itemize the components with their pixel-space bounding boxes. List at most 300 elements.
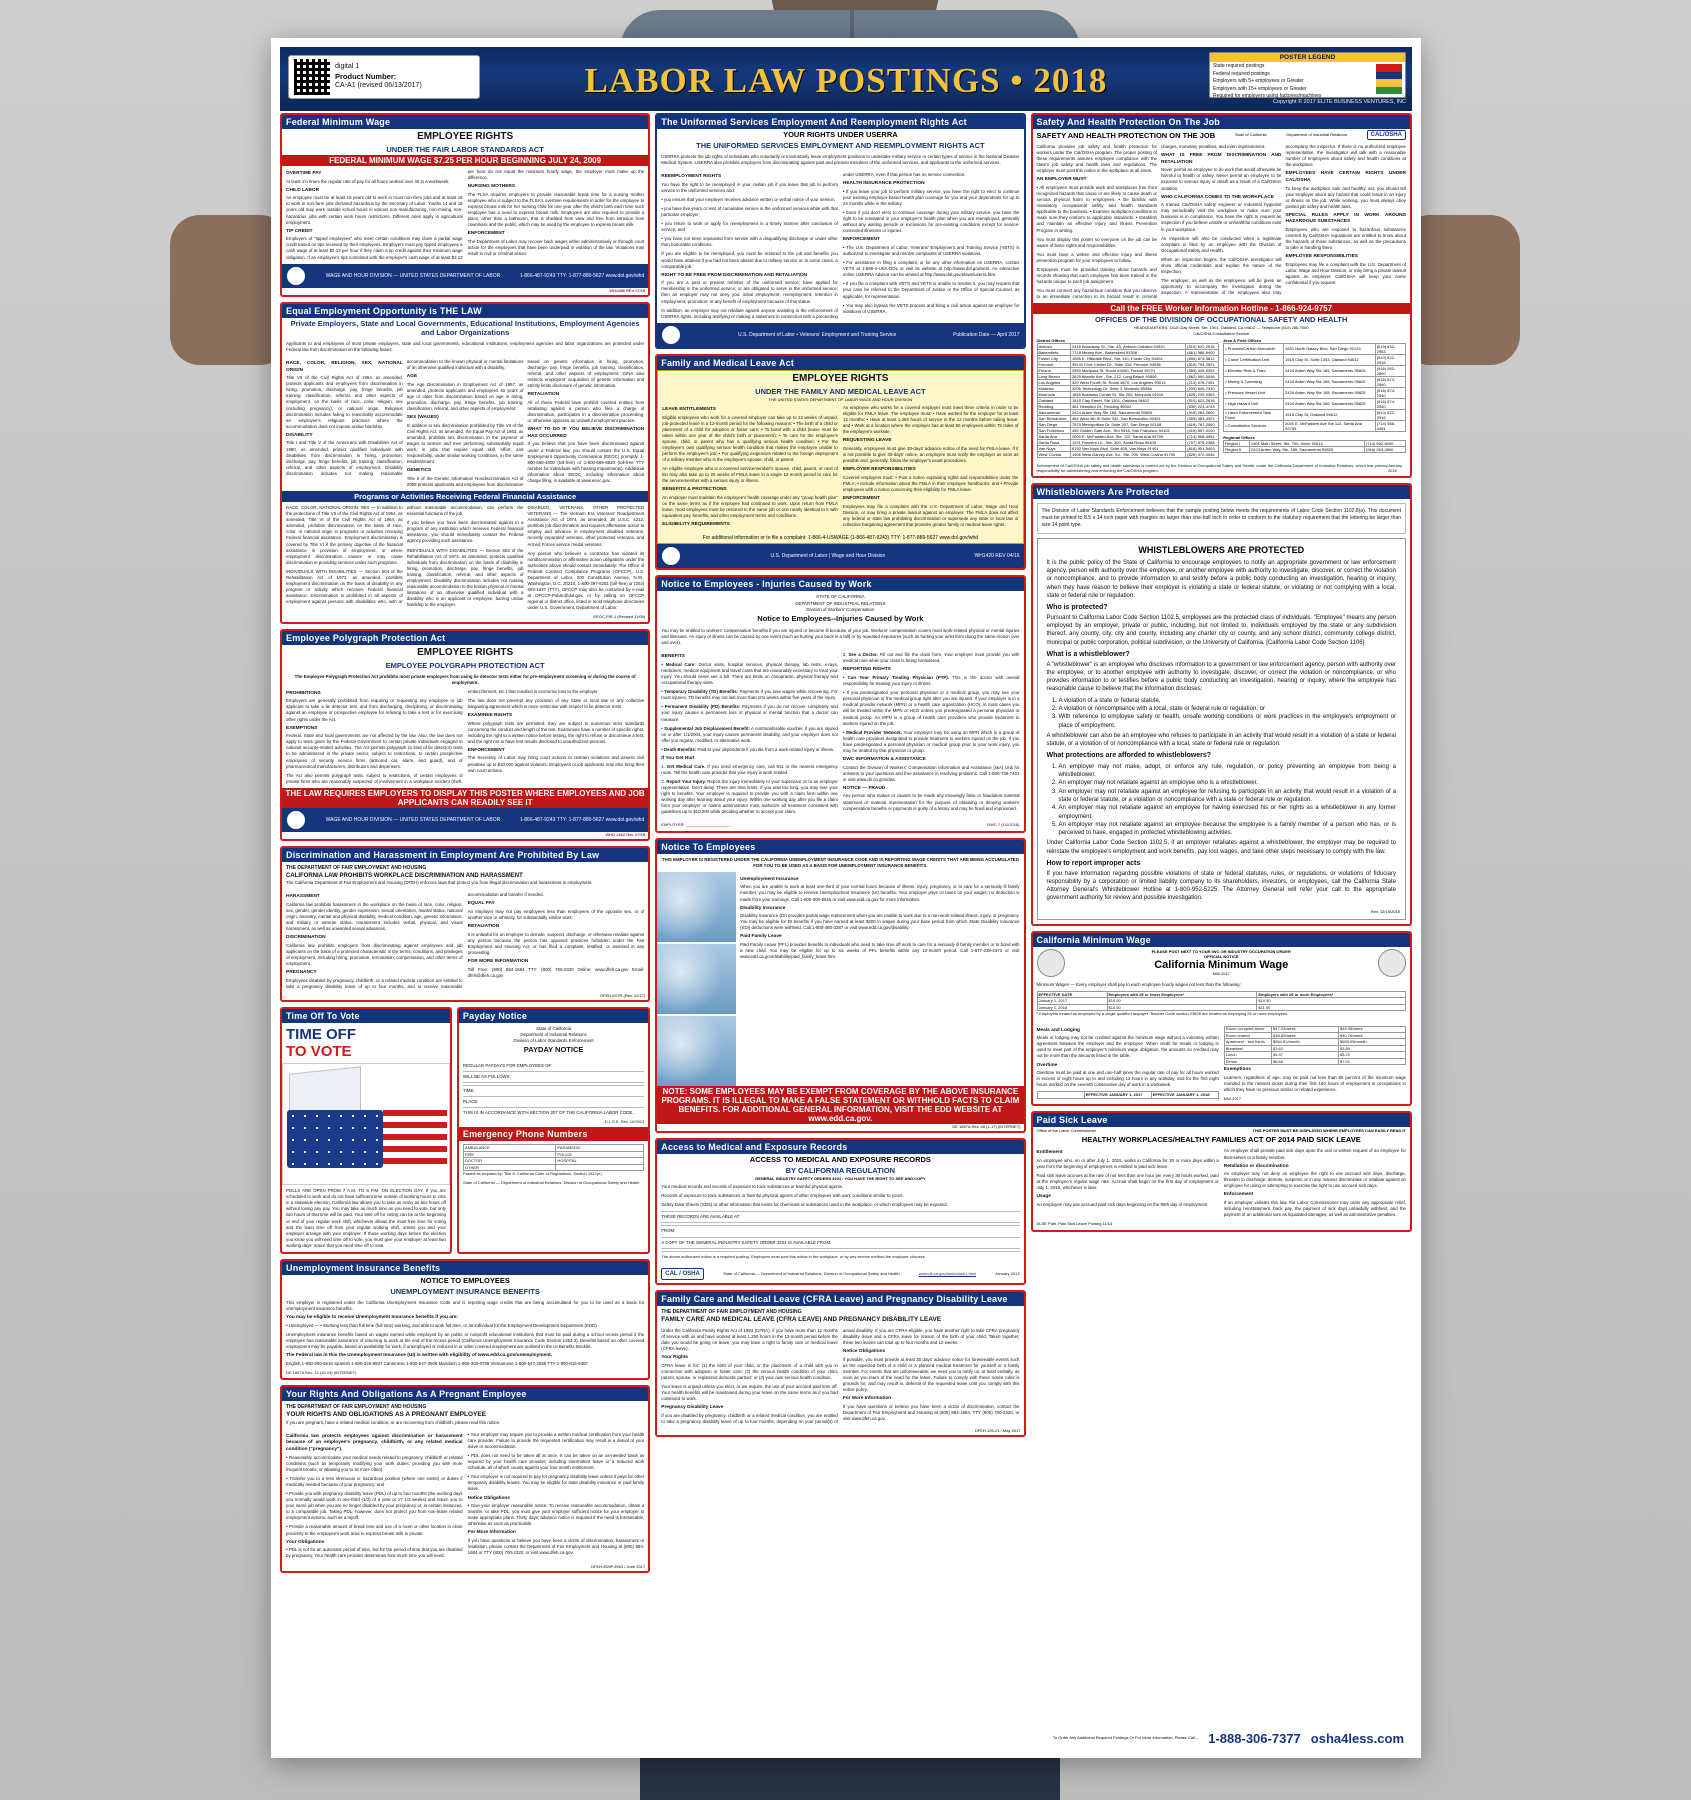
card-subtitle: UNDER THE FAMILY AND MEDICAL LEAVE ACT: [755, 386, 926, 396]
minimum-wage-table: [1037, 991, 1406, 1012]
table-cell: [556, 1164, 644, 1171]
section-heading: Pregnancy Disability Leave: [661, 1405, 724, 1411]
table-cell: Antioch: [1037, 343, 1070, 349]
offices-title: OFFICES OF THE DIVISION OF OCCUPATIONAL SAFETY AND HEALTH: [1095, 315, 1348, 325]
table-cell: San Francisco: [1037, 427, 1070, 433]
table-cell: 2000 E. McFadden Ave, Ste. 112, Santa Ana 92705: [1070, 433, 1185, 439]
card-title: NOTICE TO EMPLOYEES: [420, 1275, 510, 1285]
state-name: State of California: [536, 1026, 572, 1032]
dol-seal-icon: [286, 810, 306, 830]
section-heading: What protections are afforded to whistleblowers?: [1046, 752, 1212, 760]
table-cell: Redding: [1037, 403, 1070, 409]
userra-agency: U.S. Department of Labor • Veterans' Employment and Training Service: [737, 331, 897, 338]
section-text: • you have five years or less of cumulative service in the uniformed services while with that particular employer;: [661, 206, 838, 218]
table-cell: Bakersfield: [1037, 349, 1070, 355]
table-cell: (510) 622-2916: [1375, 354, 1405, 365]
legend-row: State required postings: [1213, 63, 1265, 69]
table-cell: 320 West Fourth St. Room #670, Los Angeles 90013: [1070, 379, 1185, 385]
card-caption: Emergency Phone Numbers: [459, 1127, 648, 1141]
table-cell: 1906 West Garvey Ave. So., Ste. 200, West Covina 91790: [1070, 451, 1185, 457]
dol-contacts: 1-866-487-9243 TTY: 1-877-889-5627 www.dol.gov/whd: [519, 816, 645, 823]
table-cell: Modesto: [1037, 385, 1070, 391]
legend-color-swatches: [1376, 64, 1402, 94]
field-label: REGULAR PAYDAYS FOR EMPLOYEES OF: [462, 1062, 552, 1068]
section-text: If you believe that you have been discriminated against under a Federal law, you should contact the U.S. Equal Employment Opportunity Commission (EEOC) promptly. 1-800-669-4000 (toll-free) or 1-800-669-6820 (toll-free TTY number for individuals with hearing impairments). Additional information about EEOC, including information about charge filing, is available at www.eeoc.gov.: [527, 441, 645, 483]
fmla-footer-bar: [657, 544, 1023, 568]
employer-field: EMPLOYER: ____________________: [661, 822, 731, 828]
section-heading: GENETICS: [406, 468, 432, 474]
table-cell: 2625 Atlantic Ave., Ste. 212, Long Beach 90806: [1070, 373, 1185, 379]
section-text: The Department of Labor may recover back wages either administratively or through court action for the employees that have been underpaid in violation of the law. Violations may result in civil or criminal action.: [467, 238, 645, 256]
section-text: If you have questions or believe you have been a victim of discrimination, harassment or retaliation, please contact the Department of Fair Employment and Housing at (800) 884-1684 or TTY (800) 700-2320, or visit www.dfeh.ca.gov.: [467, 1538, 645, 1556]
table-row: [1037, 1004, 1405, 1011]
table-cell: Santa Rosa: [1037, 439, 1070, 445]
revision-code: WHD 1462 Rev. 07/16: [605, 831, 646, 837]
table-cell: Fresno: [1037, 367, 1070, 373]
table-cell: 2424 Arden Way, Ste. 165, Sacramento 95825: [1249, 447, 1364, 453]
labor-law-poster: [271, 38, 1421, 1758]
table-cell: 2424 Arden Way Ste 165, Sacramento 95825: [1284, 376, 1376, 387]
section-heading: NURSING MOTHERS: [467, 184, 516, 190]
poster-legend: [1209, 52, 1406, 98]
section-text: • Medical Care: Doctor visits, hospital services, physical therapy, lab tests, x-rays, medicines, medical equipment and travel costs that are reasonably necessary to treat your injury. You should never see a bill. There are limits on chiropractic, physical therapy and occupational therapy visits.: [661, 661, 838, 686]
division-name: Division of Workers' Compensation: [806, 606, 875, 612]
table-cell: $40.76/week: [1338, 1032, 1405, 1039]
card-discrimination-harassment: [280, 846, 650, 1002]
section-text: • All employees must provide work and workplaces free from recognized hazards that cause or are likely to cause death or serious physical harm to employees. • Be familiar with mandatory occupational safety and health standards applicable to the business. • Examine workplace conditions to make sure they conform to applicable standards. • Establish and maintain an effective Injury and Illness Prevention Program in writing.: [1036, 185, 1157, 233]
card-caption: Notice to Employees - Injuries Caused by Work: [657, 577, 1023, 591]
section-heading: Unemployment Insurance: [740, 876, 799, 882]
card-intro: USERRA protects the job rights of individuals who voluntarily or involuntarily leave employment positions to undertake military service or certain types of service in the National Disaster Medical System. USERRA also prohibits employers from discriminating against past and present members of the uniformed services, and applicants to the uniformed services.: [661, 154, 1020, 166]
section-text: Unemployment insurance benefits based on wages earned while employed by an public or nonprofit educational institutions that must be paid during a school recess period if the employee has reasonable assurance of returning to work at the end of the recess period (California Unemployment Insurance Code Section 1253.3). Benefits based on other covered employment may be payable, based on availability for work, if unemployed or reduced in or other covered employment are outlined in the UI Benefits Booklet.: [286, 1331, 645, 1349]
card-caption: Employee Polygraph Protection Act: [282, 631, 648, 645]
section-heading: Overtime: [1036, 1062, 1058, 1068]
section-heading: WHAT IS FREE FROM DISCRIMINATION AND RETALIATION: [1160, 153, 1282, 165]
table-cell: 7575 Metropolitan Dr. Suite 207, San Diego 92108: [1070, 421, 1185, 427]
state-seal-icon: [1037, 949, 1065, 977]
section-heading: REPORTING RIGHTS: [842, 667, 891, 673]
table-cell: (909) 383-4321: [1186, 415, 1219, 421]
section-heading: If You Get Hurt: [661, 755, 695, 761]
card-title: PAYDAY NOTICE: [523, 1045, 584, 1055]
section-text: The law does not preempt any provision of any State or local law or any collective bargaining agreement which is more restrictive with respect to lie detector tests.: [467, 697, 645, 709]
card-caption: Unemployment Insurance Benefits: [282, 1261, 648, 1275]
card-intro: This employer is registered under the California Unemployment Insurance Code and is reporting wage credits that are being accumulated for you to be used as a basis for unemployment insurance benefits.: [286, 1299, 645, 1312]
section-text: The employer, as well as the employees, will be given an opportunity to accompany the investigator during the inspection. A representative of the employees also may accompany the inspector. If there is no authorized employee representative, the investigator will talk with a reasonable number of employees about safety and health conditions at the workplace.: [1160, 144, 1406, 296]
section-heading: DISABILITY: [286, 432, 313, 438]
legend-title: POSTER LEGEND: [1210, 53, 1405, 62]
section-text: Where polygraph tests are permitted, they are subject to numerous strict standards concerning the conduct and length of the test. Examinees have a number of specific rights, including the right to a written notice before testing, the right to refuse or discontinue a test, and the right not to have test results disclosed to unauthorized persons.: [467, 720, 645, 744]
table-cell: Van Nuys: [1037, 445, 1070, 451]
cal-osha-badge: CAL/OSHA: [1367, 130, 1406, 140]
field-label: TIME:: [462, 1087, 475, 1093]
section-text: Learners, regardless of age, may be paid not less than 85 percent of the minimum wage rounded to the nearest nickel during their first 160 hours of employment in occupations in which they have no previous similar or related experience.: [1223, 1074, 1406, 1092]
section-text: A whistleblower can also be an employee who refuses to participate in an activity that would result in a violation of a state or federal statute, or a violation of or noncompliance with a local, state or federal rule or regulation.: [1046, 732, 1396, 748]
legend-row: Employers with 15+ employees or Greater: [1213, 85, 1307, 92]
section-heading: Exemptions: [1223, 1067, 1251, 1073]
section-text: An employee who works for a covered employer must meet three criteria in order to be eligible for FMLA leave. The employee must: • Have worked for the employer for at least 12 months; • Have at least 1,250 hours of service in the 12 months before taking leave; and • Work at a location where the employer has at least 50 employees within 75 miles of the employee's worksite.: [842, 404, 1019, 435]
dept-name: THE DEPARTMENT OF FAIR EMPLOYMENT AND HOUSING: [286, 1403, 427, 1410]
card-caption: Payday Notice: [459, 1009, 648, 1023]
flag-illustration: [282, 1063, 450, 1185]
page-title: LABOR LAW POSTINGS • 2018: [584, 61, 1108, 100]
card-title: CALIFORNIA LAW PROHIBITS WORKPLACE DISCRIMINATION AND HARASSMENT: [286, 872, 523, 879]
vote-body: POLLS ARE OPEN FROM 7 A.M. TO 8 P.M. ON ELECTION DAY. If you are scheduled to work and do not have sufficient time outside of working hours to vote in a statewide election, California law allows you to take as many as two hours off without losing any pay. You may take as much time as you need to vote, but only two hours of that time will be paid. Your time off for voting can be at the beginning or end of your regular work shift, whichever allows the most free time for voting and the least time off from your regular working shift, unless you and your employer arrange with your employer. If those working days before the election you know you will need time off to vote, you must give your employer at least two working days' notice that you need time off to vote.: [286, 1188, 446, 1248]
section-heading: DISCRIMINATION: [286, 935, 326, 941]
card-unemployment-insurance: [280, 1259, 650, 1380]
card-title: EMPLOYEE RIGHTS: [417, 646, 514, 658]
section-text: • If you predesignated your personal physician or a medical group, you may see your personal physician or the medical group right after you are injured. If your employer is in a medical provider network (MPN) or a health care organization (HCO), in most cases you will be treated within the MPN or HCO unless you predesignated a personal physician or medical group. An MPN is a group of health care providers who provide treatment to workers injured on the job.: [842, 690, 1020, 726]
fmla-agency: U.S. Department of Labor | Wage and Hour Division: [770, 553, 886, 560]
table-cell: Room shared: [1224, 1032, 1271, 1039]
section-text: Under California Labor Code Section 1102.5, if an employer retaliates against a whistleblower, the employer may be required to reinstate the employee's employment and work benefits, pay lost wages, and take other steps necessary to comply with the law.: [1046, 840, 1396, 855]
regional-offices-table: [1223, 440, 1406, 453]
section-text: Any person who makes or causes to be made any knowingly false or fraudulent material statement or material representation for the purpose of obtaining or denying workers' compensation benefits or payments is guilty of a felony and may be fined and imprisoned.: [842, 793, 1020, 811]
table-row: [1224, 409, 1406, 420]
table-cell: (707) 576-2388: [1186, 439, 1219, 445]
section-text: When you are unable to work at least one-third of your normal hours because of illness, injury, pregnancy, or to care for a seriously ill family member, you may be eligible to receive Unemployment Insurance (UI) benefits. Your employer pays UI taxes on your wages; no deduction is made from your earnings. Call 1-800-300-5616 or visit www.edd.ca.gov for more information.: [740, 884, 1020, 902]
card-caption: Paid Sick Leave: [1033, 1113, 1410, 1127]
notice-note: NOTE: SOME EMPLOYEES MAY BE EXEMPT FROM COVERAGE BY THE ABOVE INSURANCE PROGRAMS. IT IS ILLEGAL TO MAKE A FALSE STATEMENT OR WITHHOLD FACTS TO CLAIM BENEFITS. FOR ADDITIONAL GENERAL INFORMATION, VISIT THE EDD WEBSITE AT www.edd.ca.gov.: [657, 1086, 1023, 1124]
section-heading: The Federal law in this the Unemployment Insurance (UI) is written with eligibility of www.edd.ca.gov/unemployment.: [286, 1353, 553, 1359]
section-text: If you have questions or believe you have been a victim of discrimination, contact the Department of Fair Employment and Housing at (800) 884-1684, TTY (800) 700-2320, or visit www.dfeh.ca.gov.: [842, 1403, 1020, 1421]
section-text: 2. Report Your Injury. Report the injury immediately to your supervisor or to an employer representative. Don't delay. There are time limits. If you wait too long, you may lose your right to benefits. Your employer is required to provide you with a claim form within one working day after learning about your injury. Within one working day after you file a claim form your employer or claims administrator must authorize all treatment consistent with guidelines up to $10,000 while deciding whether to accept your claim.: [661, 778, 838, 815]
section-text: If possible, you must provide at least 30 days' advance notice for foreseeable events such as the expected birth of a child or a planned medical treatment for yourself or a family member. For events that are unforeseeable, we need you to notify us, at least verbally, as soon as you learn of the need for the leave. Failure to comply with these notice rules is grounds for, and may result in, deferral of the requested leave until you comply with this notice policy.: [842, 1356, 1020, 1393]
qr-caption: digital 1: [335, 62, 360, 70]
card-caption: Access to Medical and Exposure Records: [657, 1140, 1023, 1154]
table-cell: 1845 Business Center Dr, Ste 200, Monrovia 91016: [1070, 391, 1185, 397]
table-cell: Foster City: [1037, 355, 1070, 361]
card-date: January 2016: [1387, 462, 1403, 474]
table-header: District Offices: [1036, 337, 1065, 343]
dol-contacts: 1-866-487-9243 TTY: 1-877-889-5627 www.dol.gov/whd: [519, 272, 645, 279]
list-item: 2. An employer may not retaliate against an employee who is a whistleblower.: [1059, 779, 1396, 787]
table-cell: 455 Golden Gate Ave., Rm 9516, San Francisco 94102: [1070, 427, 1185, 433]
table-cell: (530) 224-4743: [1186, 403, 1219, 409]
table-cell: DOCTOR: [463, 1158, 556, 1165]
district-offices-table: [1037, 343, 1220, 458]
section-text: The Secretary of Labor may bring court actions to restrain violations and assess civil penalties up to $10,000 against violators. Employees or job applicants may also bring their own court actions.: [467, 755, 645, 773]
fmla-contacts: For additional information or to file a complaint: 1-866-4-USWAGE (1-866-487-9243) TTY: 1-877-889-5627 www.dol.gov/whd: [702, 535, 979, 542]
table-cell: OTHER: [463, 1164, 556, 1171]
section-text: • Permanent Disability (PD) Benefits: Payments if you do not recover completely and your injury causes a permanent loss of physical or mental function that a doctor can measure.: [661, 704, 838, 722]
section-text: An eligible employee who is a covered servicemember's spouse, child, parent, or next of kin may also take up to 26 weeks of FMLA leave in a single 12-month period to care for the servicemember with a serious injury or illness.: [662, 466, 838, 484]
section-text: Meals or lodging may not be credited against the minimum wage without a voluntary written agreement between the employer and the employee. When credit for meals or lodging is used to meet part of the employer's minimum wage obligation, the amounts so credited may not be more than the amounts listed in the table.: [1036, 1035, 1219, 1059]
payday-body: THIS IS IN ACCORDANCE WITH SECTION 207 OF THE CALIFORNIA LABOR CODE.: [462, 1110, 634, 1116]
revision-code: DWC 7 (1/1/2016): [987, 822, 1020, 828]
table-cell: • Mining & Tunneling: [1224, 376, 1284, 387]
field-label: A COPY OF THE GENERAL INDUSTRY SAFETY ORDER 3204 IS AVAILABLE FROM:: [661, 1239, 832, 1245]
section-text: California law prohibits harassment in the workplace on the basis of race, color, religion, sex, gender, gender identity, gender expression, sexual orientation, marital status, national origin, ancestry, mental and physical disability, medical condition, age, genetic information, and military or veteran status. Harassment includes verbal, physical, and visual harassment, as well as unwanted sexual advances.: [286, 901, 463, 932]
table-cell: • Consultation Services: [1224, 420, 1284, 431]
section-text: 1. Get Medical Care. If you need emergency care, call 911 or the nearest emergency room. Tell the health care provider that your injury is work related.: [661, 763, 838, 775]
section-heading: PROHIBITIONS: [286, 690, 321, 696]
agency-website[interactable]: www.dir.ca.gov/dosh/dosh1.html: [918, 1271, 976, 1277]
revision-code: WH1420 REV 04/16: [974, 553, 1020, 560]
table-cell: Region II: [1224, 447, 1250, 453]
table-cell: Room occupied alone: [1224, 1026, 1271, 1033]
card-caption: Safety And Health Protection On The Job: [1033, 115, 1410, 129]
table-header: EFFECTIVE DATE: [1037, 991, 1107, 998]
card-title: California Minimum Wage: [1154, 959, 1289, 972]
table-row: [1224, 387, 1406, 398]
section-text: The Act also permits polygraph tests, subject to restrictions, of certain employees of private firms who are reasonably suspected of involvement in a workplace incident (theft, embezzlement, etc.) that resulted in economic loss to the employer.: [286, 688, 599, 784]
section-text: • Give your employer reasonable notice: To receive reasonable accommodation, obtain a transfer, or take PDL, you must give your employer sufficient notice for your employer to make appropriate plans. Thirty days' advance notice is required if the need is foreseeable, otherwise as soon as practicable.: [467, 1503, 645, 1527]
table-row: [1224, 343, 1406, 354]
card-title: EMPLOYEE RIGHTS: [792, 372, 889, 384]
card-safety-health-protection: [1031, 113, 1412, 478]
section-heading: ENFORCEMENT: [467, 231, 505, 237]
section-text: You must display this poster so everyone on the job can be aware of basic rights and responsibilities.: [1036, 236, 1157, 248]
card-intro: Under the California Family Rights Act of 1993 (CFRA), if you have more than 12 months of service with us and have worked at least 1,250 hours in the 12-month period before the date you would be going on leave, you may have a right to family care or medical leave (CFRA leave).: [661, 1327, 838, 1352]
section-heading: OVERTIME PAY: [286, 171, 322, 176]
section-text: If you are a past or present member of the uniformed service; have applied for membership in the uniformed service; or are obligated to serve in the uniformed service; then an employer may not deny you: initial employment; reemployment; retention in employment; promotion; or any benefit of employment because of this status.: [661, 280, 838, 304]
card-access-medical-exposure-records: [655, 1138, 1025, 1285]
section-text: Title VII of the Civil Rights Act of 1964, as amended, protects applicants and employees from discrimination in hiring, promotion, discharge, pay, fringe benefits, job training, classification, referral, and other aspects of employment, on the basis of race, color, religion, sex (including pregnancy), or national origin. Religious discrimination includes failing to reasonably accommodate an employee's religious practices where the accommodation does not impose undue hardship.: [286, 375, 403, 429]
dol-seal-icon: [661, 546, 681, 566]
table-cell: 1601 North Galaxy Blvd, San Diego 92123: [1284, 343, 1376, 354]
section-heading: EMPLOYER RESPONSIBILITIES: [842, 467, 916, 473]
table-cell: Santa Ana: [1037, 433, 1070, 439]
iwc-seal-icon: [1378, 949, 1406, 977]
table-cell: Apartment - two thirds: [1224, 1039, 1271, 1046]
section-heading: DWC INFORMATION & ASSISTANCE: [842, 756, 926, 762]
section-text: An inspection will also be conducted when a legitimate complaint is filed by an employee with the Division of Occupational Safety and Health.: [1160, 235, 1282, 253]
footer-brand[interactable]: osha4less.com: [1310, 1730, 1404, 1746]
table-cell: • Pressure Vessel Unit: [1224, 387, 1284, 398]
card-subtitle: THE UNIFORMED SERVICES EMPLOYMENT AND REEMPLOYMENT RIGHTS ACT: [696, 141, 985, 150]
table-cell: 2424 Arden Way Ste 165, Sacramento 95825: [1284, 387, 1376, 398]
section-text: • Your employer is not required to pay for pregnancy disability leave unless it pays for other temporary disability leaves. You may be eligible for state disability insurance or paid family leave.: [467, 1474, 645, 1492]
dol-footer-bar: [282, 808, 648, 832]
card-footer: The above authorized notice is a required posting. Employers must post this notice in the workplace, or by any service method the employer chooses.: [661, 1253, 926, 1259]
table-cell: 1515 Clay Street, Ste 1301, Oakland 94612: [1070, 397, 1185, 403]
section-heading: Notice Obligations: [842, 1349, 886, 1355]
table-cell: $5.22: [1338, 1052, 1405, 1059]
table-cell: $38.82/week: [1272, 1032, 1339, 1039]
section-text: • Even if you don't elect to continue coverage during your military service, you have the right to be reinstated in your employer's health plan when you are reemployed, generally without any waiting periods or exclusions for pre-existing conditions except for service-connected illnesses or injuries.: [842, 210, 1020, 234]
list-item: 1. A violation of a state or federal statute,: [1059, 697, 1396, 705]
card-caption: Time Off To Vote: [282, 1009, 450, 1023]
product-number: CA-A1 (revised 06/13/2017): [335, 82, 422, 90]
revision-code: Publication Date — April 2017: [953, 331, 1020, 338]
list-item: 2. A violation or noncompliance with a local, state or federal rule or regulation, or: [1059, 705, 1396, 713]
card-california-minimum-wage: [1031, 931, 1412, 1107]
section-text: You must have a written and effective injury and illness prevention program for your employees to follow.: [1036, 251, 1157, 263]
userra-footer-bar: [657, 323, 1023, 347]
table-cell: West Covina: [1037, 451, 1070, 457]
table-cell: San Bernardino: [1037, 415, 1070, 421]
table-cell: (661) 588-6400: [1186, 349, 1219, 355]
table-cell: 1515 Clay St. Suite 1303, Oakland 94612: [1284, 354, 1376, 365]
section-heading: BENEFITS & PROTECTIONS: [662, 487, 727, 493]
card-whistleblowers-protected: [1031, 483, 1412, 926]
table-cell: 2550 Mariposa St. Room #4000, Fresno 93721: [1070, 367, 1185, 373]
card-caption: Family and Medical Leave Act: [657, 356, 1023, 370]
section-heading: RACE, COLOR, RELIGION, SEX, NATIONAL ORIGIN: [286, 360, 403, 373]
section-text: English 1-800-300-5616 Spanish 1-800-326-8937 Cantonese 1-800-547-3506 Mandarin 1-866-303-0706 Vietnamese 1-800-547-2058 TTY 1-800-815-9387: [286, 1360, 588, 1366]
table-cell: (626) 239-0369: [1186, 391, 1219, 397]
table-row: [1224, 447, 1406, 453]
cal-osha-badge: CAL / OSHA: [661, 1268, 704, 1280]
section-text: Federal, State and local governments are not affected by the law. Also, the law does not apply to tests given by the Federal Government to certain private individuals engaged in national security-related activities. The Act permits polygraph (a kind of lie detector) tests to be administered in the private sector, subject to restrictions, to certain prospective employees of security service firms (armored car, alarm, and guard), and of pharmaceutical manufacturers, distributors and dispensers.: [286, 733, 463, 769]
card-caption: Whistleblowers Are Protected: [1033, 485, 1410, 499]
table-header: Employers with 26 or more Employees*: [1257, 991, 1406, 998]
table-cell: (916) 574-2540: [1375, 376, 1405, 387]
card-title: SAFETY AND HEALTH PROTECTION ON THE JOB: [1036, 130, 1216, 140]
dept-name: THE DEPARTMENT OF FAIR EMPLOYMENT AND HOUSING: [286, 865, 427, 872]
revision-code: MW-2017: [1223, 1096, 1241, 1102]
section-text: In addition to sex discrimination prohibited by Title VII of the Civil Rights Act, as amended, the Equal Pay Act of 1963, as amended, prohibits sex discrimination in the payment of wages to women and men performing substantially equal work, in jobs that require equal skill, effort, and responsibility, under similar working conditions, in the same establishment.: [406, 422, 524, 465]
table-cell: • Crane Certification Unit: [1224, 354, 1284, 365]
card-caption: Notice To Employees: [657, 840, 1023, 854]
table-row: [1224, 398, 1406, 409]
section-text: At least 1½ times the regular rate of pay for all hours worked over 40 in a workweek.: [286, 178, 450, 184]
section-text: • you have not been separated from service with a disqualifying discharge or under other than honorable conditions.: [661, 236, 838, 248]
section-text: • Provide you with pregnancy disability leave (PDL) of up to four months (the working days you normally would work in one-third (1/3) of a year or 17 1/3 weeks) and return you to your same job when you are no longer disabled by your pregnancy or, in certain instances, to a comparable job. Taking PDL, however, does not protect you from non-leave related employment actions, such as a layoff.: [286, 1491, 463, 1521]
table-cell: 2000 E. McFadden Ave Ste 112, Santa Ana 92705: [1284, 420, 1376, 431]
legend-row: Federal required postings: [1213, 70, 1270, 77]
table-cell: 2424 Arden Way Ste 165, Sacramento 95825: [1284, 365, 1376, 376]
table-cell: (559) 445-5302: [1186, 367, 1219, 373]
section-heading: ELIGIBILITY REQUIREMENTS: [662, 522, 730, 528]
section-text: If you believe you have been discriminated against in a program of any institution which receives Federal financial assistance, you should immediately contact the Federal agency providing such assistance.: [406, 520, 524, 544]
section-text: • you return to work or apply for reemployment in a timely manner after conclusion of service; and: [661, 221, 838, 233]
table-cell: • Labor Enforcement Task Force: [1224, 409, 1284, 420]
section-text: • The U.S. Department of Labor, Veterans' Employment and Training Service (VETS) is authorized to investigate and resolve complaints of USERRA violations.: [842, 245, 1020, 257]
section-text: • For assistance in filing a complaint, or for any other information on USERRA, contact VETS at 1-866-4-USA-DOL or visit its website at http://www.dol.gov/vets. An interactive online USERRA Advisor can be viewed at http://www.dol.gov/elaws/userra.htm.: [842, 260, 1020, 278]
section-text: Pursuant to California Labor Code Section 1102.5, employees are the protected class of individuals. "Employee" means any person employed by an employer, private or public, including, but not limited to, individuals employed by the state or any subdivision thereof, any county, city, city and county, including any charter city or county, and any school district, community college district, municipal or public corporation, political subdivision, or the University of California. [California Labor Code Section 1106]: [1046, 614, 1396, 646]
section-heading: HARASSMENT: [286, 894, 320, 900]
section-text: • Supplemental Job Displacement Benefit: A nontransferable voucher, if you are injured on or after 1/1/2004, your injury causes permanent disability, and your employer does not offer you regular, modified, or alternative work.: [661, 725, 838, 743]
dol-seal-icon: [661, 325, 681, 345]
section-heading: EMPLOYEES HAVE CERTAIN RIGHTS UNDER CAL/OSHA: [1285, 171, 1406, 183]
table-cell: Long Beach: [1037, 373, 1070, 379]
table-cell: (213) 576-7451: [1186, 379, 1219, 385]
section-heading: RETALIATION: [527, 392, 560, 398]
section-heading: California law protects employees against discrimination or harassment because of an employee's pregnancy, childbirth, or any related medical condition ("pregnancy").: [286, 1433, 463, 1453]
list-item: 5. An employer may not retaliate against an employee because the employee is a family member of a person who has, or is perceived to have, engaged in protected whistleblowing activities.: [1059, 821, 1396, 838]
section-text: You have the right to be reemployed in your civilian job if you leave that job to perform service in the uniformed services and:: [661, 181, 838, 193]
section-text: • PDL does not need to be taken all at once. It can be taken on an as-needed basis as required by your health care provider, including intermittent leave or a reduced work schedule, all of which counts against your four month entitlement.: [467, 1453, 645, 1471]
card-notice-to-employees: [655, 838, 1025, 1133]
section-heading: AGE: [406, 374, 418, 380]
agency-name: State of California — Department of Industrial Relations, Division of Occupational Safety and Health: [723, 1271, 900, 1277]
section-text: Covered employers must: • Post a notice explaining rights and responsibilities under the FMLA; • Include information about the FMLA in their employee handbooks; and • Provide employees with a notice concerning their eligibility for FMLA leave.: [842, 474, 1019, 492]
table-cell: Oakland: [1037, 397, 1070, 403]
section-text: DISABLED, VETERANS, OTHER PROTECTED VETERANS — The Vietnam Era Veterans' Readjustment Assistance Act of 1974, as amended, 38 U.S.C. 4212, prohibits job discrimination and requires affirmative action to employ and advance in employment disabled veterans, recently separated veterans, other protected veterans, and Armed Forces service medal veterans.: [527, 505, 645, 547]
table-row: [1224, 354, 1406, 365]
legend-row: Employers with 5+ employees or Greater: [1213, 78, 1304, 84]
table-cell: (510) 622-2916: [1186, 397, 1219, 403]
table-cell: 2418 Broadway St., Ste. 4A, Antioch Oakland 94520: [1070, 343, 1185, 349]
table-header: EFFECTIVE JANUARY 1, 2018: [1151, 1092, 1218, 1099]
table-cell: (562) 590-5048: [1186, 373, 1219, 379]
card-injuries-caused-by-work: [655, 575, 1025, 832]
section-heading: Enforcement: [1223, 1192, 1254, 1198]
section-text: • Temporary Disability (TD) Benefits: Payments if you lose wages while recovering. For most injuries, TD benefits may not last more than 104 weeks within five years of the injury.: [661, 689, 838, 701]
field-label: THESE RECORDS ARE AVAILABLE AT:: [661, 1214, 741, 1220]
eeo-programs-heading: Programs or Activities Receiving Federal Financial Assistance: [282, 491, 648, 502]
revision-code: DFEH-100-21 / May 2017: [974, 1428, 1021, 1434]
mw-code: MW-2017: [1212, 971, 1230, 977]
section-heading: Usage: [1036, 1194, 1051, 1200]
list-item: 3. With reference to employee safety or health, unsafe working conditions or work practices in the employee's employment or place of employment.: [1059, 713, 1396, 730]
table-cell: 2424 Arden Way Ste 165, Sacramento 95825: [1070, 409, 1185, 415]
legend-row: Required for employers using factories/machines: [1213, 93, 1322, 99]
table-cell: AMBULANCE: [463, 1145, 556, 1152]
table-cell: (619) 767-2060: [1186, 421, 1219, 427]
section-heading: SEX (WAGES): [406, 415, 439, 421]
table-row: [1037, 451, 1219, 457]
section-heading: Entitlement: [1036, 1150, 1063, 1156]
section-text: The Age Discrimination in Employment Act of 1967, as amended, protects applicants and employees 40 years of age or older from discrimination based on age in hiring, promotion, discharge, pay, fringe benefits, job training, classification, referral, and other aspects of employment.: [406, 381, 524, 412]
dol-agency: WAGE AND HOUR DIVISION — UNITED STATES DEPARTMENT OF LABOR: [325, 272, 501, 279]
table-cell: (916) 574-2540: [1375, 398, 1405, 409]
section-text: If you are eligible to be reemployed, you must be restored to the job and benefits you would have attained if you had not been absent due to military service or, in some cases, a comparable job.: [661, 251, 838, 269]
card-subtitle: BY CALIFORNIA REGULATION: [785, 1165, 896, 1175]
section-text: If an employer violates this law, the Labor Commissioner may order any appropriate relief, including reinstatement, back pay, the payment of sick days unlawfully withheld, and the payment of an additional sum as liquidated damages, as well as administrative penalties.: [1223, 1200, 1406, 1218]
section-text: An employer may not deny an employee the right to use accrued sick days, discharge, threaten to discharge, demote, suspend, or in any manner discriminate or retaliate against an employee for using or attempting to exercise the right to use accrued sick days.: [1223, 1171, 1406, 1189]
table-cell: (619) 632-2963: [1375, 343, 1405, 354]
section-text: It is unlawful for an employer to demote, suspend, discharge, or otherwise retaliate against any person because the person has opposed practices forbidden under the Fair Employment and Housing Act, or has filed a complaint, testified, or assisted in any proceeding.: [467, 931, 645, 955]
card-paid-sick-leave: [1031, 1111, 1412, 1231]
table-cell: (916) 263-2800: [1375, 365, 1405, 376]
table-cell: (714) 662-6000: [1364, 441, 1405, 447]
section-text: Employees who are exposed to hazardous substances covered by Cal/OSHA regulations are entitled to know about the hazards of those substances, as well as the precautions to take in handling them.: [1285, 227, 1406, 251]
table-cell: $3.80: [1338, 1045, 1405, 1052]
section-text: INDIVIDUALS WITH DISABILITIES — Section 504 of the Rehabilitation Act of 1973, as amended, prohibits employment discrimination on the basis of disability in any program or activity which receives Federal financial assistance. Discrimination is prohibited in all aspects of employment against persons with disabilities who, with or without reasonable accommodation, can perform the essential functions of the job.: [286, 505, 524, 605]
emergency-numbers-table: [463, 1144, 644, 1171]
field-label: WILL BE AS FOLLOWS:: [462, 1073, 511, 1079]
section-text: Any person who believes a contractor has violated its nondiscrimination or affirmative action obligations under the authorities above should contact immediately: The Office of Federal Contract Compliance Programs (OFCCP), U.S. Department of Labor, 200 Constitution Avenue, N.W., Washington, D.C. 20210, 1-800-397-6251 (toll-free) or (202) 693-1337 (TTY). OFCCP may also be contacted by e-mail at OFCCP-Public@dol.gov, or by calling an OFCCP regional or district office, listed in most telephone directories under U.S. Government, Department of Labor.: [527, 550, 645, 611]
section-text: All of these Federal laws prohibit covered entities from retaliating against a person who files a charge of discrimination, participates in a discrimination proceeding, or otherwise opposes an unlawful employment practice.: [527, 399, 645, 424]
section-text: An employer must maintain the employee's health coverage under any "group health plan" on the same terms as if the employee had continued to work. Upon return from FMLA leave, most employees must be restored to the same job or one nearly identical to it with equivalent pay, benefits, and other employment terms and conditions.: [662, 495, 838, 519]
section-heading: SPECIAL RULES APPLY IN WORK AROUND HAZARDOUS SUBSTANCES: [1285, 212, 1406, 225]
section-text: • you ensure that your employer receives advance written or verbal notice of your service;: [661, 196, 836, 202]
section-text: Employers of "tipped employees" who meet certain conditions may claim a partial wage credit based on tips received by their employees. Employers must pay tipped employees a cash wage of at least $2.13 per hour if they claim a tip credit against their minimum wage obligation. If an employee's tips combined with the employer's cash wage of at least $2.13 per hour do not equal the minimum hourly wage, the employer must make up the difference.: [286, 169, 645, 260]
section-text: Employees may file a complaint with the U.S. Department of Labor, Wage and Hour Division, or may bring a private lawsuit against an employer. Cal/OSHA will keep your name confidential if you request.: [1285, 261, 1406, 286]
copyright-text: Copyright © 2017 ELITE BUSINESS VENTURES, INC: [1272, 99, 1406, 105]
dol-seal-icon: [286, 266, 306, 286]
policy-text: It is the public policy of the State of California to encourage employees to notify an appropriate government or law enforcement agency, person with authority over the employee, or another employee with authority to investigate, discover, or correct the violation or noncompliance, and to provide information to and testify before a public body conducting an investigation, hearing or inquiry, when they have reason to believe their employer is violating a state or federal statute, or violating or not complying with a local, state or federal rule or regulation.: [1046, 559, 1396, 599]
section-heading: PREGNANCY: [286, 970, 317, 976]
consultation-service: Cal/OSHA Consultation Service: [1193, 330, 1250, 336]
product-label: Product Number:: [335, 71, 397, 81]
bullet-item: Your medical records and records of exposure to toxic substances or harmful physical agents.: [661, 1184, 844, 1190]
table-cell: 464 West 4th St Suite 332, San Bernardino 92401: [1070, 415, 1185, 421]
section-text: When an inspection begins, the Cal/OSHA investigator will show official credentials and explain the nature of the inspection.: [1160, 256, 1282, 274]
section-text: INDIVIDUALS WITH DISABILITIES — Section 503 of the Rehabilitation Act of 1973, as amended, protects qualified individuals from discrimination on the basis of disability in hiring, promotion, discharge, pay, fringe benefits, job training, classification, referral, and other aspects of employment. Disability discrimination includes not making reasonable accommodation to the known physical or mental limitations of an otherwise qualified individual with a disability who is an applicant or employee, barring undue hardship to the employer.: [406, 547, 524, 608]
table-cell: (916) 574-2540: [1375, 387, 1405, 398]
section-heading: REEMPLOYMENT RIGHTS: [661, 174, 722, 180]
section-text: • Unemployed — • Working less than full time (full time) working, and able to work full time, or an individual for the Employment Development Department (EDD).: [286, 1322, 598, 1328]
table-cell: $11.00: [1257, 1004, 1406, 1011]
table-cell: 4206 Technology Dr. Suite 3, Modesto 95356: [1070, 385, 1185, 391]
card-time-off-to-vote: [280, 1007, 452, 1254]
section-text: If you are disabled by pregnancy, childbirth or a related medical condition, you are entitled to take a pregnancy disability leave of up to four months, depending on your period(s) of actual disability. If you are CFRA-eligible, you have another right to take CFRA pregnancy disability leave and a CFRA leave for reason of the birth of your child. Taken together, these two leaves can total up to four months and 12 weeks.: [661, 1327, 1020, 1424]
section-heading: TIP CREDIT: [286, 228, 313, 234]
area-field-offices-table: [1223, 343, 1406, 432]
card-intro: You may be entitled to workers' compensation benefits if you are injured or become ill because of your job. Workers' compensation covers most work-related physical or mental injuries and illnesses. An injury or illness can be caused by one event (such as hurting your back in a fall) or by repeated exposures (such as hurting your wrist from doing the same motion over and over).: [661, 628, 1020, 646]
card-title: YOUR RIGHTS AND OBLIGATIONS AS A PREGNANT EMPLOYEE: [286, 1410, 487, 1418]
table-cell: $10.50: [1107, 1004, 1257, 1011]
section-heading: RETALIATION: [467, 924, 500, 930]
section-heading: ENFORCEMENT: [842, 496, 880, 502]
poster-header: [280, 47, 1412, 111]
table-header: Area & Field Offices: [1223, 337, 1262, 343]
section-heading: Your Rights: [661, 1355, 689, 1361]
